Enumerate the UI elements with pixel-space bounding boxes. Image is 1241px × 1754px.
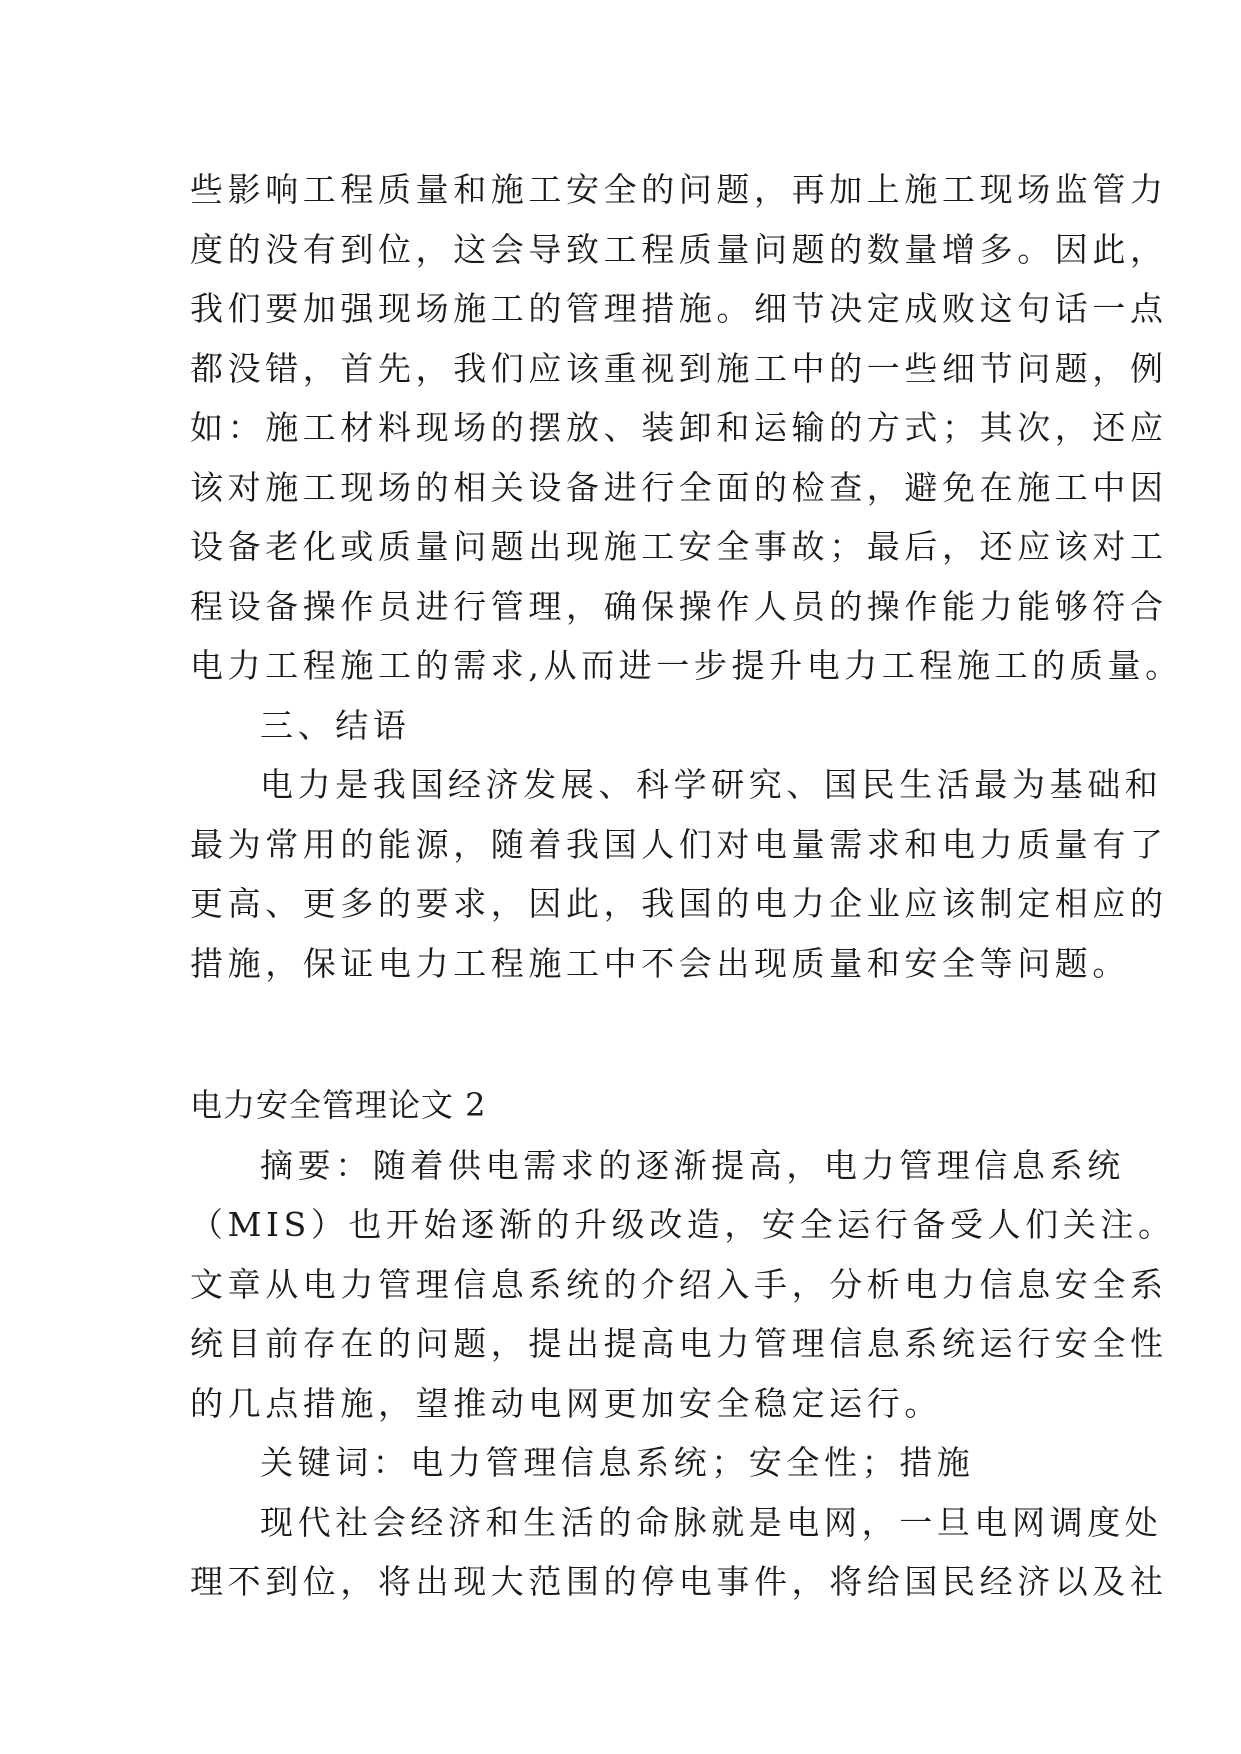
text-line: 统目前存在的问题，提出提高电力管理信息系统运行安全性	[190, 1324, 1168, 1363]
text-line: 程设备操作员进行管理，确保操作人员的操作能力能够符合	[190, 586, 1168, 626]
text-line: 现代社会经济和生活的命脉就是电网，一旦电网调度处	[260, 1502, 1163, 1542]
text-line: 设备老化或质量问题出现施工安全事故；最后，还应该对工	[190, 527, 1168, 566]
text-line: 电力是我国经济发展、科学研究、国民生活最为基础和	[260, 765, 1163, 804]
abstract-paragraph	[190, 1136, 1176, 1434]
text-line: 的几点措施，望推动电网更加安全稳定运行。	[190, 1383, 942, 1423]
text-line: 该对施工现场的相关设备进行全面的检查，避免在施工中因	[190, 467, 1168, 507]
text-line: 摘要：随着供电需求的逐渐提高，电力管理信息系统	[260, 1145, 1125, 1185]
text-line: 我们要加强现场施工的管理措施。细节决定成败这句话一点	[190, 289, 1168, 328]
text-line: 如：施工材料现场的摆放、装卸和运输的方式；其次，还应	[190, 408, 1168, 447]
text-line: 文章从电力管理信息系统的介绍入手，分析电力信息安全系	[190, 1264, 1168, 1304]
section-gap	[190, 993, 1065, 1076]
keywords-line: 关键词：电力管理信息系统；安全性；措施	[260, 1443, 975, 1482]
text-line: 更高、更多的要求，因此，我国的电力企业应该制定相应的	[190, 884, 1168, 923]
text-line: 些影响工程质量和施工安全的问题，再加上施工现场监管力	[190, 170, 1168, 209]
conclusion-paragraph	[190, 755, 1168, 993]
text-line: 都没错，首先，我们应该重视到施工中的一些细节问题，例	[190, 348, 1168, 388]
text-line: 度的没有到位，这会导致工程质量问题的数量增多。因此，	[190, 229, 1168, 269]
section-title: 电力安全管理论文 2	[190, 1086, 487, 1124]
text-line: 电力工程施工的需求,从而进一步提升电力工程施工的质量。	[190, 646, 1183, 685]
conclusion-heading: 三、结语	[260, 705, 411, 745]
text-line: 最为常用的能源，随着我国人们对电量需求和电力质量有了	[190, 824, 1168, 864]
paragraph-continuation	[190, 160, 1183, 696]
text-line: 措施，保证电力工程施工中不会出现质量和安全等问题。	[190, 943, 1130, 983]
text-line: 理不到位，将出现大范围的停电事件，将给国民经济以及社	[190, 1562, 1168, 1601]
body-paragraph	[190, 1493, 1168, 1612]
document-page	[190, 160, 1183, 1612]
text-line: （MIS）也开始逐渐的升级改造，安全运行备受人们关注。	[190, 1205, 1176, 1244]
